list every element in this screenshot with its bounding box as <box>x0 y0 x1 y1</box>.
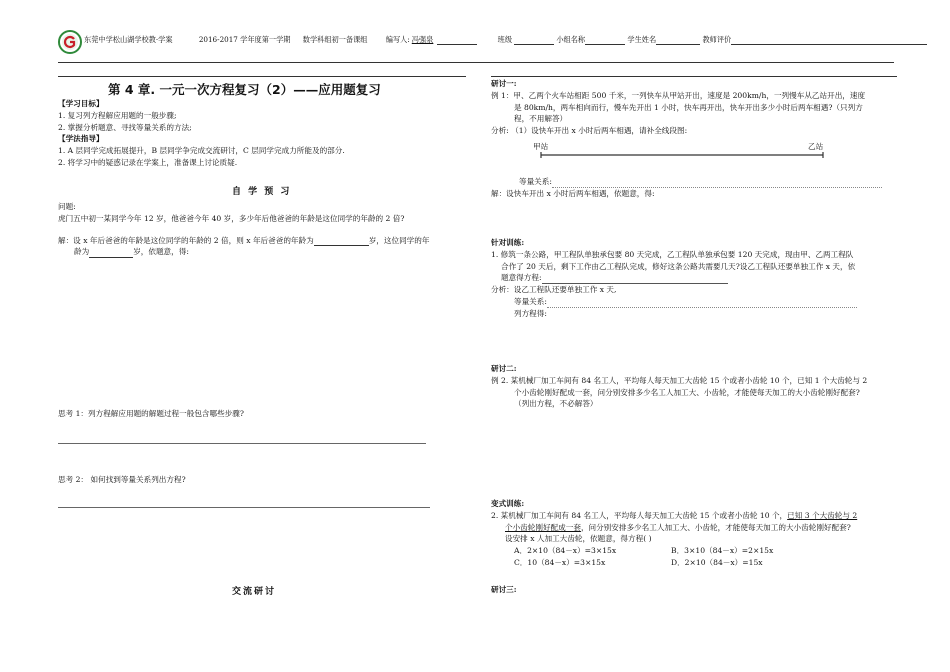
t1-equal-blank[interactable] <box>547 299 857 308</box>
right-top-rule <box>491 76 897 77</box>
v-heading: 变式训练: <box>491 499 525 508</box>
option-d[interactable]: D．2×10（84－x）=15x <box>671 557 763 567</box>
segment-line-icon <box>540 152 824 158</box>
school-logo <box>58 30 82 54</box>
author-blank <box>437 35 477 45</box>
header-author-label: 编写人: <box>385 35 410 44</box>
page-header <box>84 34 904 45</box>
v-line: ，问分别安排多少名工人加工大、小齿轮，才能使每天加工的大小齿轮刚好配套? <box>580 522 851 532</box>
station-a-label: 甲站 <box>533 142 549 151</box>
solution-text-3: 龄为 <box>74 247 90 257</box>
v-line: 设安排 x 人加工大齿轮，依题意，得方程( ) <box>505 534 652 544</box>
method-heading: 【学法指导】 <box>58 134 104 144</box>
goal-item: 1. 复习列方程解应用题的一般步骤; <box>58 110 177 120</box>
solution-text-1: 解：设 x 年后爸爸的年龄是这位同学的年龄的 2 倍，则 x 年后爸爸的年龄为 <box>58 235 314 245</box>
class-blank <box>514 35 554 45</box>
left-top-rule <box>58 76 466 77</box>
t1-equation-label: 列方程得: <box>514 308 547 318</box>
discussion-two <box>491 363 896 410</box>
t1-heading: 针对训练: <box>491 238 525 247</box>
think2-question: 思考 2： 如何找到等量关系列出方程? <box>58 475 186 484</box>
think1-question: 思考 1：列方程解应用题的解题过程一般包含哪些步骤? <box>58 409 244 418</box>
header-term: 2016-2017 学年度第一学期 <box>198 35 291 44</box>
header-group: 数学科组初一备课组 <box>302 35 368 44</box>
answer-blank-student[interactable] <box>89 249 133 258</box>
variant-training <box>491 498 896 569</box>
teacher-blank <box>731 35 927 45</box>
t1-line: 题意得方程: <box>501 273 542 283</box>
question-text: 虎门五中初一某同学今年 12 岁，他爸爸今年 40 岁，多少年后他爸爸的年龄是这位同学的年龄的 2 倍? <box>58 213 405 223</box>
header-team-label: 小组名称 <box>556 35 586 44</box>
d1-heading: 研讨一: <box>491 79 517 88</box>
d1-example-line: 程，不用解答） <box>514 114 568 124</box>
goal-item: 2. 掌握分析题意、寻找等量关系的方法; <box>58 122 192 132</box>
t1-equal-label: 等量关系: <box>514 296 547 306</box>
d2-line: 例 2. 某机械厂加工车间有 84 名工人，平均每人每天加工大齿轮 15 个或者小齿轮 10 个，已知 1 个大齿轮与 2 <box>491 375 868 385</box>
d2-line: （列出方程，不必解答） <box>514 399 598 409</box>
header-author: 冯强泉 <box>411 35 434 44</box>
t1-line: 合作了 20 天后，剩下工作由乙工程队完成，修好这条公路共需要几天?设乙工程队还要单独工作 x 天，依 <box>501 261 856 271</box>
v-underlined: 个小齿轮刚好配成一套 <box>505 522 581 532</box>
preview-section <box>58 201 463 258</box>
header-student-label: 学生姓名 <box>627 35 657 44</box>
discussion-one <box>491 78 896 137</box>
goals-heading: 【学习目标】 <box>58 99 104 108</box>
d1-analysis: 分析: （1）设快车开出 x 小时后两车相遇，请补全线段图: <box>491 126 688 136</box>
think2-answer-line[interactable] <box>58 507 430 508</box>
training-one <box>491 237 896 319</box>
team-blank <box>585 35 625 45</box>
header-class-label: 班级 <box>497 35 513 44</box>
segment-diagram[interactable] <box>540 150 824 156</box>
d1-equal-blank[interactable] <box>552 179 882 188</box>
d1-equal-row <box>519 176 882 188</box>
t1-equation-blank[interactable] <box>542 275 728 284</box>
d2-heading: 研讨二: <box>491 364 517 373</box>
preview-heading: 自 学 预 习 <box>232 187 292 197</box>
header-teacher-label: 教师评价 <box>702 35 732 44</box>
v-underlined: 已知 3 个大齿轮与 2 <box>787 510 858 520</box>
d3-heading: 研讨三: <box>491 585 517 594</box>
t1-line: 1. 修筑一条公路，甲工程队单独承包要 80 天完成，乙工程队单独承包要 120 天完成，现由甲、乙两工程队 <box>491 249 854 259</box>
logo-emblem-icon <box>60 32 80 52</box>
d1-example-line: 是 80km/h，两车相向而行，慢车先开出 1 小时，快车再开出，快车开出多少小时后两车相遇?（只列方 <box>514 102 863 112</box>
d1-example-line: 例 1：甲、乙两个火车站相距 500 千米，一列快车从甲站开出，速度是 200km/h，一列慢车从乙站开出，速度 <box>491 90 866 100</box>
option-a[interactable]: A．2×10（84－x）=3×15x <box>514 546 617 556</box>
station-b-label: 乙站 <box>808 142 824 151</box>
answer-blank-father[interactable] <box>314 237 369 246</box>
method-item: 1. A 层同学完成拓展提升，B 层同学争完成交流研讨，C 层同学完成力所能及的部分. <box>58 146 345 156</box>
goals-section <box>58 98 458 169</box>
question-label: 问题: <box>58 202 76 211</box>
v-line: 2. 某机械厂加工车间有 84 名工人，平均每人每天加工大齿轮 15 个或者小齿轮 10 个， <box>491 510 788 520</box>
student-blank <box>656 35 700 45</box>
header-school: 东莞中学松山湖学校教·学案 <box>84 35 173 44</box>
d1-equal-label: 等量关系: <box>519 177 552 186</box>
option-b[interactable]: B．3×10（84－x）=2×15x <box>671 546 774 556</box>
t1-analysis: 分析：设乙工程队还要单独工作 x 天, <box>491 285 617 295</box>
header-rule <box>58 62 894 63</box>
d2-line: 个小齿轮刚好配成一套，问分别安排多少名工人加工大、小齿轮，才能使每天加工的大小齿轮刚好配套? <box>514 387 860 397</box>
page-title: 第 4 章. 一元一次方程复习（2）——应用题复习 <box>108 82 381 97</box>
option-c[interactable]: C．10（84－x）=3×15x <box>514 557 606 567</box>
think1-answer-line[interactable] <box>58 443 426 444</box>
d1-solution: 解：设快车开出 x 小时后两车相遇，依题意，得: <box>491 189 655 198</box>
solution-text-4: 岁，依题意，得: <box>133 247 189 257</box>
method-item: 2. 将学习中的疑惑记录在学案上，准备课上讨论质疑. <box>58 157 238 167</box>
exchange-heading: 交流研讨 <box>232 587 277 597</box>
solution-text-2: 岁，这位同学的年 <box>368 235 430 245</box>
